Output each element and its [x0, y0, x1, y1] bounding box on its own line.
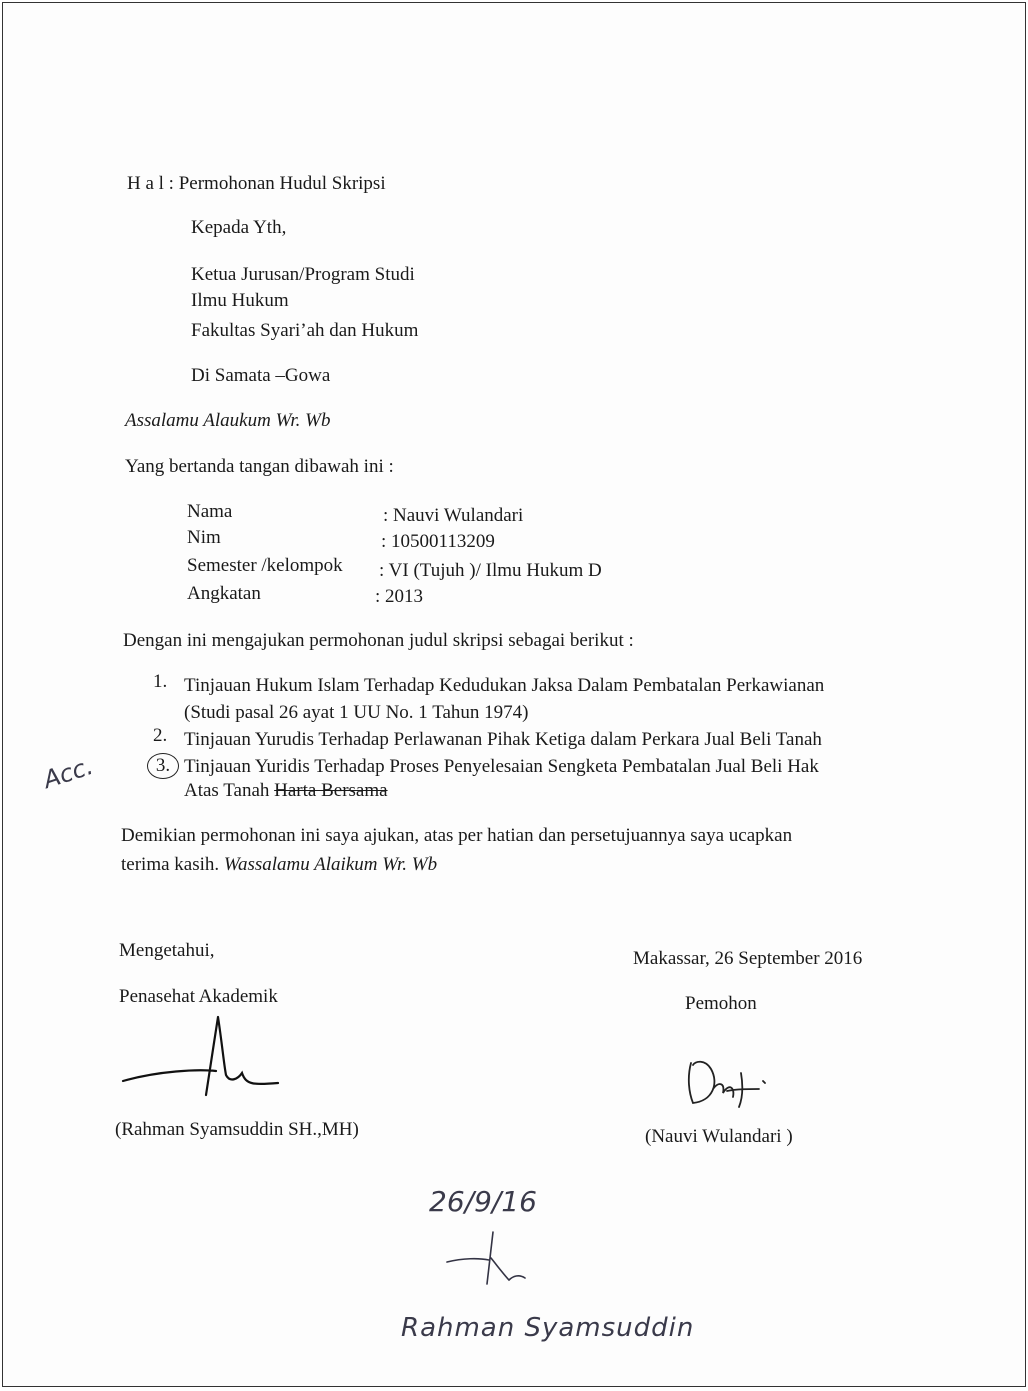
list-number-circled — [153, 753, 179, 779]
addressee-line-1: Ketua Jurusan/Program Studi — [191, 264, 415, 285]
identity-value: : VI (Tujuh )/ Ilmu Hukum D — [379, 560, 602, 581]
addressee-line-3: Fakultas Syari’ah dan Hukum — [191, 320, 419, 341]
applicant-name: (Nauvi Wulandari ) — [645, 1126, 793, 1147]
identity-value: : 10500113209 — [381, 531, 495, 552]
identity-label: Angkatan — [187, 583, 261, 604]
closing-italic: Wassalamu Alaikum Wr. Wb — [223, 854, 438, 875]
advisor-signature — [118, 1013, 283, 1103]
list-item-continuation: (Studi pasal 26 ayat 1 UU No. 1 Tahun 1974) — [184, 702, 529, 723]
list-number: 1. — [153, 671, 168, 692]
intro-text: Yang bertanda tangan dibawah ini : — [125, 456, 394, 477]
letter-page — [2, 2, 1026, 1387]
known-label: Mengetahui, — [119, 940, 215, 961]
addressee-place: Di Samata –Gowa — [191, 365, 331, 386]
closing-line-2 — [121, 854, 437, 876]
list-item: Tinjauan Hukum Islam Terhadap Kedudukan Jaksa Dalam Pembatalan Perkawianan — [184, 675, 825, 696]
identity-label: Nama — [187, 501, 233, 522]
subject-line: H a l : Permohonan Hudul Skripsi — [127, 173, 386, 194]
handwritten-name: Rahman Syamsuddin — [401, 1313, 695, 1343]
request-text: Dengan ini mengajukan permohonan judul skripsi sebagai berikut : — [123, 630, 634, 651]
list-item-text: Atas Tanah — [184, 780, 270, 801]
circled-number: 3. — [147, 753, 179, 779]
advisor-name: (Rahman Syamsuddin SH.,MH) — [115, 1119, 359, 1140]
list-item: Tinjauan Yurudis Terhadap Perlawanan Pihak Ketiga dalam Perkara Jual Beli Tanah — [184, 729, 822, 750]
list-item: Tinjauan Yuridis Terhadap Proses Penyelesaian Sengketa Pembatalan Jual Beli Hak — [184, 756, 819, 777]
struck-text: Harta Bersama — [274, 780, 388, 801]
advisor-role: Penasehat Akademik — [119, 986, 278, 1007]
applicant-signature — [683, 1053, 773, 1113]
addressee-greeting: Kepada Yth, — [191, 217, 287, 238]
identity-label: Semester /kelompok — [187, 555, 343, 576]
closing-line-1: Demikian permohonan ini saya ajukan, atas per hatian dan persetujuannya saya ucapkan — [121, 825, 793, 846]
applicant-role: Pemohon — [685, 993, 757, 1014]
identity-label: Nim — [187, 527, 221, 548]
addressee-line-2: Ilmu Hukum — [191, 290, 289, 311]
handwritten-date: 26/9/16 — [429, 1185, 537, 1218]
closing-plain: terima kasih. — [121, 854, 220, 875]
place-date: Makassar, 26 September 2016 — [633, 948, 863, 969]
identity-value: : Nauvi Wulandari — [383, 505, 524, 526]
salutation: Assalamu Alaukum Wr. Wb — [125, 410, 331, 431]
margin-note: Acc. — [39, 751, 97, 795]
list-number: 2. — [153, 725, 168, 746]
identity-value: : 2013 — [375, 586, 424, 607]
approval-initial — [443, 1228, 533, 1288]
list-item-continuation — [184, 780, 388, 802]
